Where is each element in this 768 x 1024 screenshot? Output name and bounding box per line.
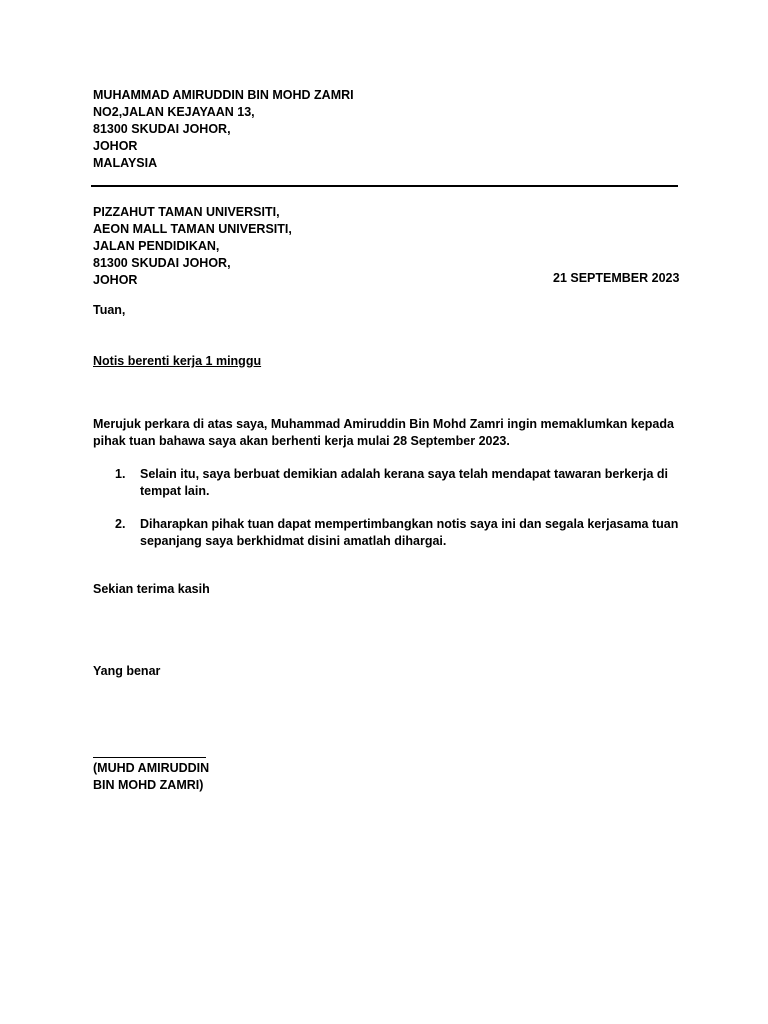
list-item-text: Diharapkan pihak tuan dapat mempertimbangkan notis saya ini dan segala kerjasama tuan sepanjang saya berkhidmat disini amatlah dihargai. (140, 517, 679, 548)
sender-name: MUHAMMAD AMIRUDDIN BIN MOHD ZAMRI (93, 88, 354, 102)
body-paragraph: Merujuk perkara di atas saya, Muhammad Amiruddin Bin Mohd Zamri ingin memaklumkan kepada pihak tuan bahawa saya akan berhenti kerja mulai 28 September 2023. (93, 417, 674, 448)
recipient-address-line: AEON MALL TAMAN UNIVERSITI, (93, 222, 292, 236)
body-numbered-list (93, 466, 693, 566)
recipient-address-line: JOHOR (93, 273, 138, 287)
signature-line (93, 757, 206, 758)
letter-date: 21 SEPTEMBER 2023 (553, 271, 680, 285)
recipient-address-line: JALAN PENDIDIKAN, (93, 239, 220, 253)
closing-remark: Sekian terima kasih (93, 582, 210, 596)
list-item-number: 1. (115, 467, 126, 481)
sender-address-line: JOHOR (93, 139, 138, 153)
signature-name-block (93, 760, 209, 794)
signature-name-line: (MUHD AMIRUDDIN (93, 761, 210, 775)
letter-subject: Notis berenti kerja 1 minggu (93, 354, 262, 368)
list-item (93, 516, 693, 550)
recipient-address-line: PIZZAHUT TAMAN UNIVERSITI, (93, 205, 280, 219)
sender-address-line: MALAYSIA (93, 156, 158, 170)
list-item-number: 2. (115, 517, 126, 531)
sender-address-line: 81300 SKUDAI JOHOR, (93, 122, 231, 136)
signature-name-line: BIN MOHD ZAMRI) (93, 778, 204, 792)
list-item (93, 466, 693, 500)
recipient-address-line: 81300 SKUDAI JOHOR, (93, 256, 231, 270)
sender-address-line: NO2,JALAN KEJAYAAN 13, (93, 105, 255, 119)
salutation: Tuan, (93, 303, 126, 317)
sender-address-block (93, 87, 354, 172)
sign-off: Yang benar (93, 664, 161, 678)
recipient-address-block (93, 204, 292, 289)
header-divider (91, 185, 678, 187)
list-item-text: Selain itu, saya berbuat demikian adalah kerana saya telah mendapat tawaran berkerja di tempat lain. (140, 467, 668, 498)
